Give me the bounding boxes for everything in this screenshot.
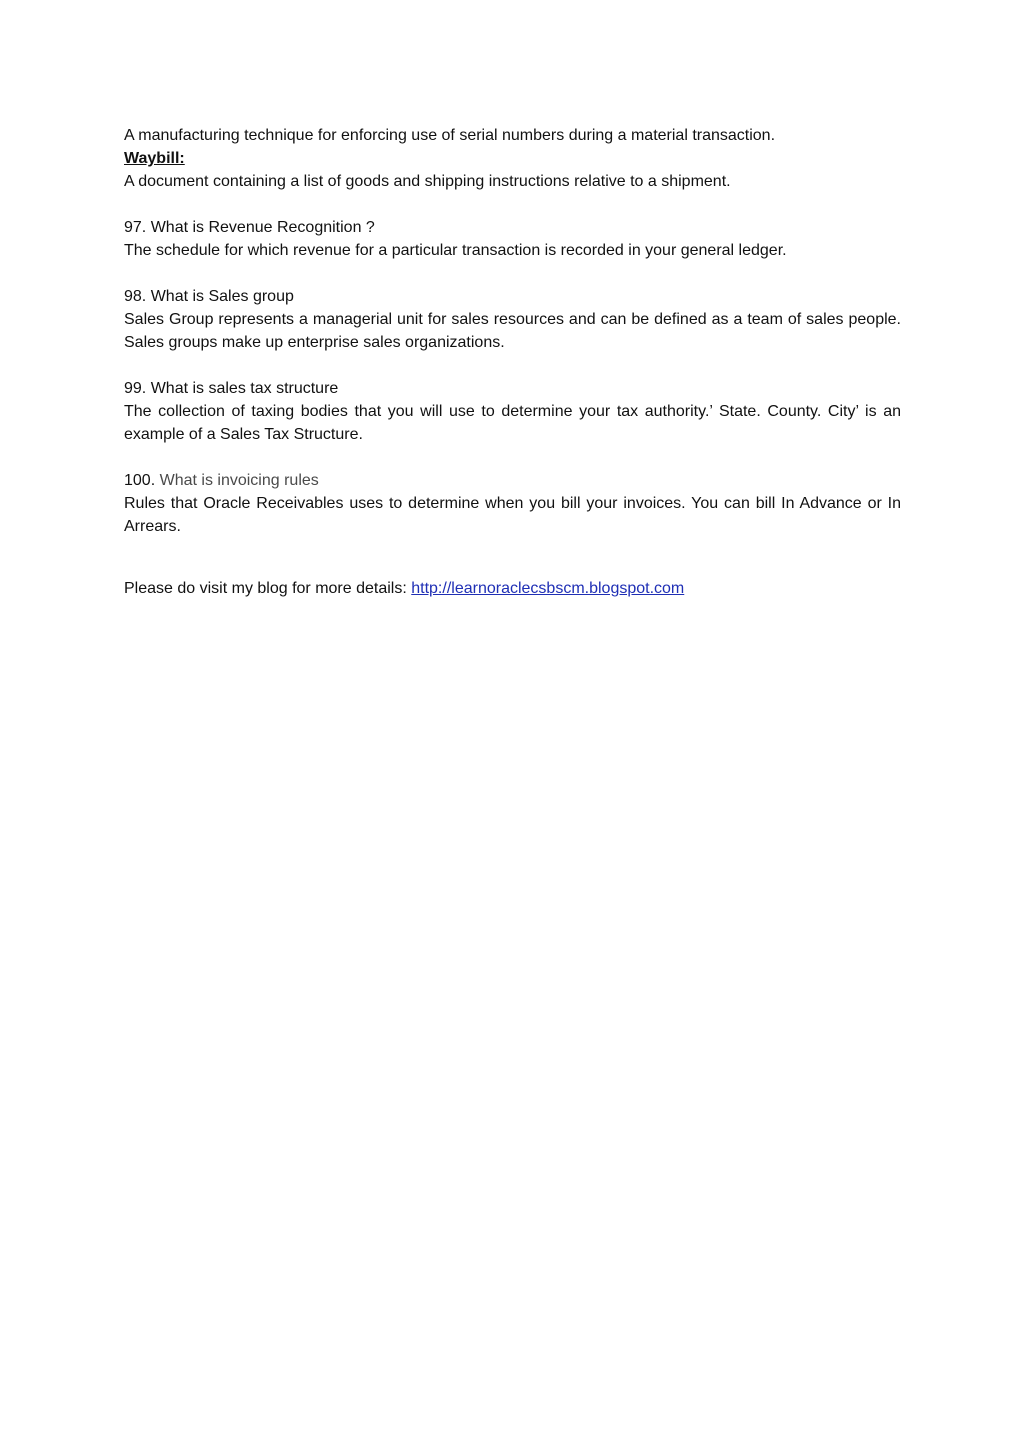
blog-link[interactable]: http://learnoraclecsbscm.blogspot.com: [411, 580, 685, 597]
waybill-heading: Waybill:: [124, 150, 185, 167]
answer-99: The collection of taxing bodies that you will use to determine your tax authority.’ State. County. City’ is an example of a Sales Tax Structure.: [124, 403, 901, 443]
question-100-text: What is invoicing rules: [159, 472, 319, 489]
spacer: [124, 354, 901, 377]
spacer: [124, 193, 901, 216]
question-100: [124, 469, 901, 492]
blog-footer: [124, 577, 901, 600]
answer-100: Rules that Oracle Receivables uses to determine when you bill your invoices. You can bill In Advance or In Arrears.: [124, 495, 901, 535]
spacer: [124, 262, 901, 285]
question-98: 98. What is Sales group: [124, 288, 294, 305]
question-99: 99. What is sales tax structure: [124, 380, 339, 397]
spacer: [124, 446, 901, 469]
answer-97: The schedule for which revenue for a particular transaction is recorded in your general ledger.: [124, 242, 787, 259]
document-page: [124, 124, 901, 600]
spacer: [124, 538, 901, 577]
intro-text: A manufacturing technique for enforcing use of serial numbers during a material transaction.: [124, 127, 776, 144]
waybill-definition: A document containing a list of goods and shipping instructions relative to a shipment.: [124, 173, 731, 190]
question-100-number: 100.: [124, 472, 156, 489]
question-97: 97. What is Revenue Recognition ?: [124, 219, 375, 236]
blog-footer-text: Please do visit my blog for more details:: [124, 580, 412, 597]
answer-98: Sales Group represents a managerial unit for sales resources and can be defined as a team of sales people. Sales groups make up enterprise sales organizations.: [124, 311, 901, 351]
